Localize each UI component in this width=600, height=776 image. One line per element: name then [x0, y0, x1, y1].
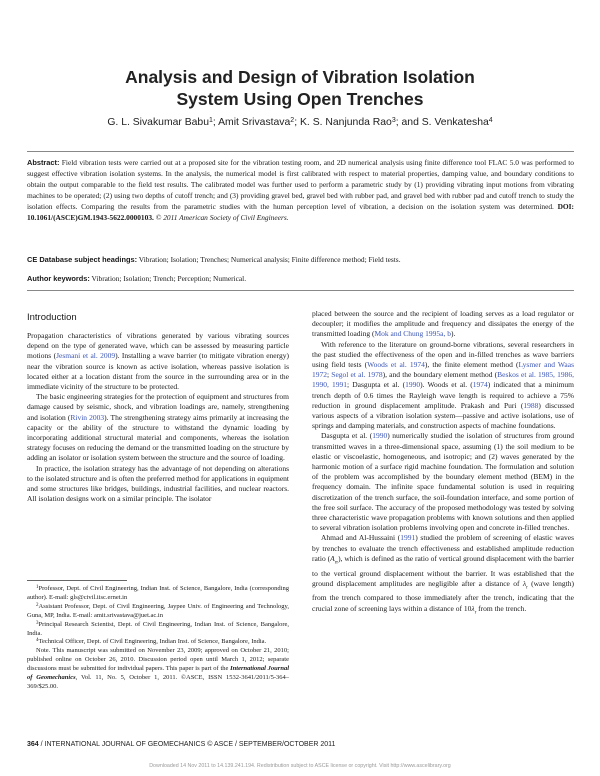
- text: , Vol. 11, No. 5, October 1, 2011. ©ASCE, ISSN 1532-3641/2011/5-364–369/$25.00.: [27, 674, 289, 690]
- abstract-top-rule: [27, 151, 574, 152]
- abstract: [27, 157, 574, 224]
- math-subscript: r: [526, 585, 528, 591]
- text: ), the finite element method (: [424, 360, 519, 370]
- author-1: G. L. Sivakumar Babu: [107, 117, 209, 128]
- footnote-rule: [27, 580, 127, 581]
- manuscript-note: [27, 647, 289, 692]
- math-subscript: rr: [334, 560, 339, 566]
- citation-link[interactable]: Segol et al. 1978: [331, 370, 383, 380]
- citation-link[interactable]: Mok and Chung 1995a, b: [374, 329, 451, 339]
- footnote-4: [27, 638, 289, 647]
- author-1-mark: 1: [209, 117, 213, 124]
- text: ). Woods et al. (: [420, 380, 473, 390]
- ce-text: Vibration; Isolation; Trenches; Numerical analysis; Finite difference method; Field tests.: [138, 255, 401, 264]
- paragraph: [312, 533, 574, 618]
- right-column: [312, 309, 574, 618]
- title-line-1: Analysis and Design of Vibration Isolation: [125, 67, 475, 87]
- title-line-2: System Using Open Trenches: [176, 89, 424, 109]
- citation-link[interactable]: 1990: [372, 431, 388, 441]
- text: ), which is defined as the ratio of vertical ground displacement with the barrier to the vertical ground displacement without the barrier. It was established that the ground displacement amplitudes are negligible after a distance of: [312, 553, 574, 588]
- footnote-text: Assistant Professor, Dept. of Civil Engineering, Jaypee Univ. of Engineering and Technology, Guna, MP, India. E-mail: amit.srivastava@juet.ac.in: [27, 602, 289, 619]
- left-column: [27, 312, 289, 504]
- download-notice: Downloaded 14 Nov 2011 to 14.139.241.194. Redistribution subject to ASCE license or copyright. Visit http://www.ascelibrary.org: [149, 763, 451, 769]
- citation-link[interactable]: 1974: [472, 380, 488, 390]
- math-symbol: A: [330, 553, 335, 563]
- citation-link[interactable]: 1990: [405, 380, 421, 390]
- footnote-text: Principal Research Scientist, Dept. of Civil Engineering, Indian Inst. of Science, Bangalore, India.: [27, 620, 289, 637]
- text: ). The strengthening strategy aims primarily at increasing the capacity or the ability of the structure to withstand the dynamic loading by incorporating additional structural material and components, whereas the isolation strategy focuses on reducing the demand or the transmitted loading on the structure by adding an isolator or isolation system between the structure and the source of loading.: [27, 412, 289, 463]
- paper-title: [40, 66, 560, 110]
- citation-link[interactable]: Lysmer and Waas 1972: [312, 360, 574, 380]
- kw-text: Vibration; Isolation; Trench; Perception; Numerical.: [91, 274, 247, 283]
- author-3: K. S. Nanjunda Rao: [299, 117, 392, 128]
- text: ). Installing a wave barrier (to mitigate vibration energy) near the vibration source is known as active isolation, whereas passive isolation is located either at a location distant from the source in the surrounding area or in the immediate vicinity of the structure to be protected.: [27, 351, 289, 392]
- footnote-mark: 4: [36, 638, 39, 644]
- text: Propagation characteristics of vibrations generated by various vibrating sources depend on the type of generated wave, which can be assessed by measuring particle motions (: [27, 331, 289, 361]
- author-4-mark: 4: [488, 117, 493, 124]
- text: ).: [450, 329, 456, 339]
- ce-label: CE Database subject headings:: [27, 255, 138, 264]
- page-number: 364: [27, 741, 39, 748]
- author-keywords: [27, 273, 574, 284]
- citation-link[interactable]: 1988: [523, 400, 539, 410]
- paragraph: In practice, the isolation strategy has the advantage of not depending on alterations to the isolated structure and is often the preferred method for applications in equipment and some structures like bridges, buildings, industrial facilities, and nuclear reactors. All isolation designs work on a similar principle. The isolator: [27, 463, 289, 504]
- text: Ahmad and Al-Hussaini (: [321, 533, 401, 543]
- text: placed between the source and the recipient of loading serves as a load regulator or decoupler; it modifies the amplitude and frequency and dissipates the energy of the transmitted loading (: [312, 309, 574, 339]
- author-separator: ;: [212, 117, 219, 128]
- journal-name: International Journal of Geomechanics: [27, 665, 289, 682]
- citation-link[interactable]: Jesmani et al. 2009: [56, 351, 116, 361]
- paragraph: [312, 431, 574, 533]
- author-2-mark: 2: [290, 117, 295, 124]
- author-separator: ; and: [395, 117, 422, 128]
- author-2: Amit Srivastava: [218, 117, 291, 128]
- text: ) studied the problem of screening of elastic waves by trenches to evaluate the trench effectiveness and established amplitude reduction ratio (: [312, 533, 574, 563]
- text: ) discussed various aspects of a vibration isolation system—passive and active isolations, use of springs and damping materials, and construction aspects of machine foundations.: [312, 400, 574, 431]
- copyright: © 2011 American Society of Civil Engineers.: [155, 213, 289, 223]
- abstract-bottom-rule: [27, 290, 574, 291]
- math-symbol: λ: [522, 578, 527, 588]
- math-subscript: r: [474, 610, 477, 616]
- footnote-mark: 2: [36, 602, 39, 608]
- footnote-2: [27, 603, 289, 621]
- running-footer: / INTERNATIONAL JOURNAL OF GEOMECHANICS © ASCE / SEPTEMBER/OCTOBER 2011: [38, 741, 336, 748]
- text: ) numerically studied the isolation of structures from ground transmitted waves in a three-dimensional space, assuming (1) the soil medium to be elastic or viscoelastic, homogeneous, and isotropic; and (2) waves generated by the harmonic motion of a surface rigid machine foundation. The formulation and solution of the problem was accomplished by the boundary element method (BEM) in the frequency domain. The infinite space fundamental solution is used in requiring discretization of the trench surface, the soil-foundation interface, and some portion of the free soil surface. The accuracy of the proposed methodology was tested by solving three characteristic wave propagation problems with known solutions and then applied to several vibration isolation problems involving open and concrete in-filled trenches.: [312, 431, 574, 533]
- paragraph: [312, 340, 574, 432]
- author-list: [20, 117, 580, 128]
- text: (wave length) from the trench compared to those immediately after the trench, indicating that the crucial zone of screening lays within a distance of 10: [312, 578, 574, 613]
- text: Note. This manuscript was submitted on November 23, 2009; approved on October 21, 2010; published online on October 26, 2010. Discussion period open until March 1, 2012; separate discussions must be submitted for individual papers. This paper is part of the: [27, 647, 289, 673]
- citation-link[interactable]: Woods et al. 1974: [367, 360, 425, 370]
- text: The basic engineering strategies for the protection of equipment and structures from damage caused by seismic, shock, and vibration loadings are, namely, strengthening and isolation (: [27, 392, 289, 422]
- footnotes: [27, 580, 289, 692]
- footnote-1: [27, 585, 289, 603]
- footnote-mark: 3: [36, 620, 39, 626]
- footnote-text: Professor, Dept. of Civil Engineering, Indian Inst. of Science, Bangalore, India (corresponding author). E-mail: gls@civil.iisc.ernet.in: [27, 585, 289, 601]
- text: from the trench.: [476, 603, 527, 613]
- ce-database-headings: [27, 254, 574, 265]
- author-separator: ;: [294, 117, 300, 128]
- doi: DOI: 10.1061/(ASCE)GM.1943-5622.0000103.: [27, 202, 574, 223]
- text: ), and the boundary element method (: [382, 370, 498, 380]
- math-symbol: λ: [471, 603, 475, 613]
- footnote-mark: 1: [36, 585, 39, 590]
- author-4: S. Venkatesha: [421, 117, 489, 128]
- text: ) indicated that a minimum trench depth of 0.6 times the Rayleigh wave length is required to achieve a 75% reduction in ground displacement amplitude. Prakash and Puri (: [312, 380, 575, 410]
- text: With reference to the literature on ground-borne vibrations, several researchers in the past studied the effectiveness of the open and in-filled trenches as wave barriers using field tests (: [312, 339, 574, 370]
- text: Dasgupta et al. (: [321, 431, 373, 441]
- paragraph: [312, 309, 574, 340]
- footnote-text: Technical Officer, Dept. of Civil Engineering, Indian Inst. of Science, Bangalore, India.: [38, 638, 267, 646]
- paragraph: [27, 392, 289, 463]
- abstract-text: Field vibration tests were carried out at a proposed site for the vibration testing room, and 2D numerical analysis using finite difference tool FLAC 5.0 was performed to suggest effective vibration isolation systems. In the analysis, the numerical model is first calibrated with respect to material properties, damping value, and boundary conditions to obtain the output comparable to the field test results. The calibrated model was further used to perform a parametric study by (1) providing vibrating input motions from vibrating machines to be operated; (2) using two depths of cutoff trench; and (3) providing gravel bed, gravel bed with rubber pad, and gravel bed with rubber pad and cutoff trench to study the isolation effects. Comparing the results from the parametric studies with the human perception level of vibration, a decision on the isolation system was determined.: [27, 158, 574, 212]
- footnote-3: [27, 621, 289, 639]
- author-3-mark: 3: [391, 117, 396, 124]
- citation-link[interactable]: Beskos et al. 1985, 1986, 1990, 1991: [312, 370, 574, 390]
- page-footer: [27, 741, 335, 748]
- text: ;: [327, 370, 332, 380]
- citation-link[interactable]: 1991: [400, 533, 416, 543]
- section-heading-introduction: Introduction: [27, 312, 77, 323]
- text: ; Dasgupta et al. (: [347, 380, 406, 390]
- kw-label: Author keywords:: [27, 274, 90, 283]
- abstract-label: Abstract:: [27, 158, 60, 167]
- paragraph: [27, 331, 289, 392]
- citation-link[interactable]: Rivin 2003: [70, 412, 105, 422]
